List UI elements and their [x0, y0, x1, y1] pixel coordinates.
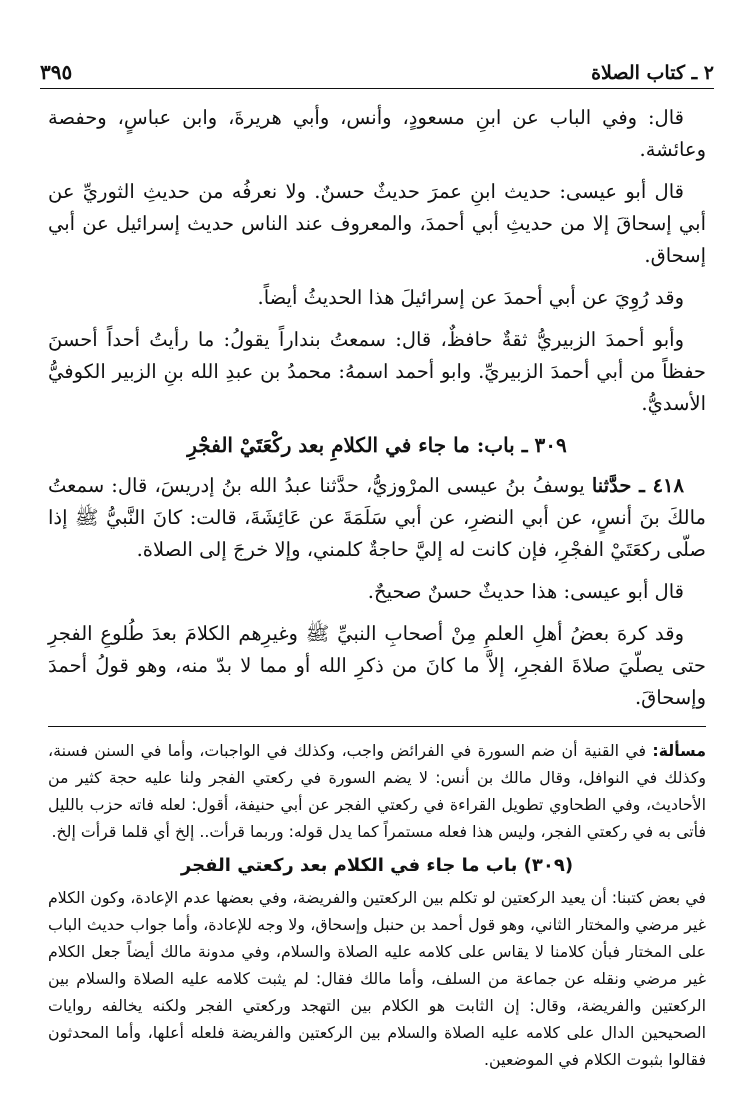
note-commentary: في بعض كتبنا: أن يعيد الركعتين لو تكلم بين الركعتين والفريضة، وفي بعضها عدم الإعادة، وكون الكلام غير مرضي والمختار الثاني، وهو قول أحمد بن حنبل وإسحاق، ولا وجه للإعادة، وأما جواب حديث الباب على المختار فبأن كلامنا لا يقاس على كلامه عليه الصلاة والسلام، وفي مدونة مالك أيضاً جعل الكلام غير مرضي ونقله عن جماعة من السلف، وأما مالك فقال: لم يثبت كلامه عليه الصلاة والسلام بين الركعتين والفريضة، وقال: إن الثابت هو الكلام بين التهجد وركعتي الفجر ولكنه يخالفه روايات الصحيحين الدال على كلامه عليه الصلاة والسلام بين الركعتين والفريضة فلعله أعلها، وأما المحدثون فقالوا بثبوت الكلام في الموضعين. — [48, 888, 706, 1069]
page-header — [40, 56, 714, 89]
paragraph-zubairi: وأبو أحمدَ الزبيريُّ ثقةٌ حافظٌ، قال: سمعتُ بنداراً يقولُ: ما رأيتُ أحداً أحسنَ حفظاً من أبي أحمدَ الزبيريِّ. وابو أحمد اسمهُ: محمدُ بن عبدِ الله بنِ الزبير الكوفيُّ الأسديُّ. — [48, 328, 706, 415]
masala-text: في القنية أن ضم السورة في الفرائض واجب، وكذلك في الواجبات، وأما في السنن فسنة، وكذلك في النوافل، وقال مالك بن أنس: لا يضم السورة في ركعتي الفجر ولنا عليه حجة كثير من الأحاديث، وفي الطحاوي تطويل القراءة في ركعتي الفجر عن أبي حنيفة، أقول: لعله فاته حزب بالليل فأتى به في ركعتي الفجر، وليس هذا فعله مستمراً كما يدل قوله: وربما قرأت.. إلخ أي قلما قرأت إلخ. — [48, 741, 706, 841]
footnote-divider — [48, 726, 706, 727]
page-number: ٣٩٥ — [40, 60, 73, 84]
hadith-paragraph — [48, 470, 706, 566]
hadith-number: ٤١٨ ـ حدَّثنا — [591, 474, 684, 497]
main-text — [48, 102, 706, 1081]
section-heading: ٣٠٩ ـ باب: ما جاء في الكلامِ بعد ركْعَتَيْ الفجْرِ — [187, 433, 567, 457]
paragraph-abu-isa-ruling: قال أبو عيسى: حديث ابنِ عمرَ حديثٌ حسنٌ. ولا نعرفُه من حديثِ الثوريِّ عن أبي إسحاقَ إلا من حديثِ أبي أحمدَ، والمعروف عند الناس حديث إسرائيل عن أبي إسحاق. — [48, 180, 706, 267]
masala-label: مسألة: — [652, 741, 706, 760]
chapter-title: ٢ ـ كتاب الصلاة — [591, 62, 714, 84]
note-sub-heading: (٣٠٩) باب ما جاء في الكلام بعد ركعتي الفجر — [180, 855, 574, 876]
note-masala — [48, 737, 706, 845]
paragraph-bab-narrators: قال: وفي الباب عن ابنِ مسعودٍ، وأنس، وأبي هريرةَ، وابن عباسٍ، وحفصة وعائشة. — [48, 106, 706, 161]
paragraph-hasan-sahih: قال أبو عيسى: هذا حديثٌ حسنٌ صحيحٌ. — [367, 580, 684, 603]
paragraph-scholars-view: وقد كرهَ بعضُ أهلِ العلمِ مِنْ أصحابِ النبيِّ ﷺ وغيرِهم الكلامَ بعدَ طُلوعِ الفجرِ حتى يصلّيَ صلاةَ الفجرِ، إلاَّ ما كانَ من ذكرِ الله أو مما لا بدّ منه، وهو قولُ أحمدَ وإسحاقَ. — [48, 622, 706, 709]
hadith-text: يوسفُ بنُ عيسى المرْوزيُّ، حدَّثنا عبدُ الله بنُ إدريسَ، قال: سمعتُ مالكَ بنَ أنسٍ، عن أبي النضرِ، عن أبي سَلَمَةَ عن عَائِشَةَ، قالت: كانَ النَّبيُّ ﷺ إذا صلّى ركعَتَيْ الفجْرِ، فإن كانت له إليَّ حاجةٌ كلمني، وإلا خرجَ إلى الصلاة. — [48, 474, 706, 561]
paragraph-also-narrated: وقد رُوِيَ عن أبي أحمدَ عن إسرائيلَ هذا الحديثُ أيضاً. — [257, 286, 684, 309]
